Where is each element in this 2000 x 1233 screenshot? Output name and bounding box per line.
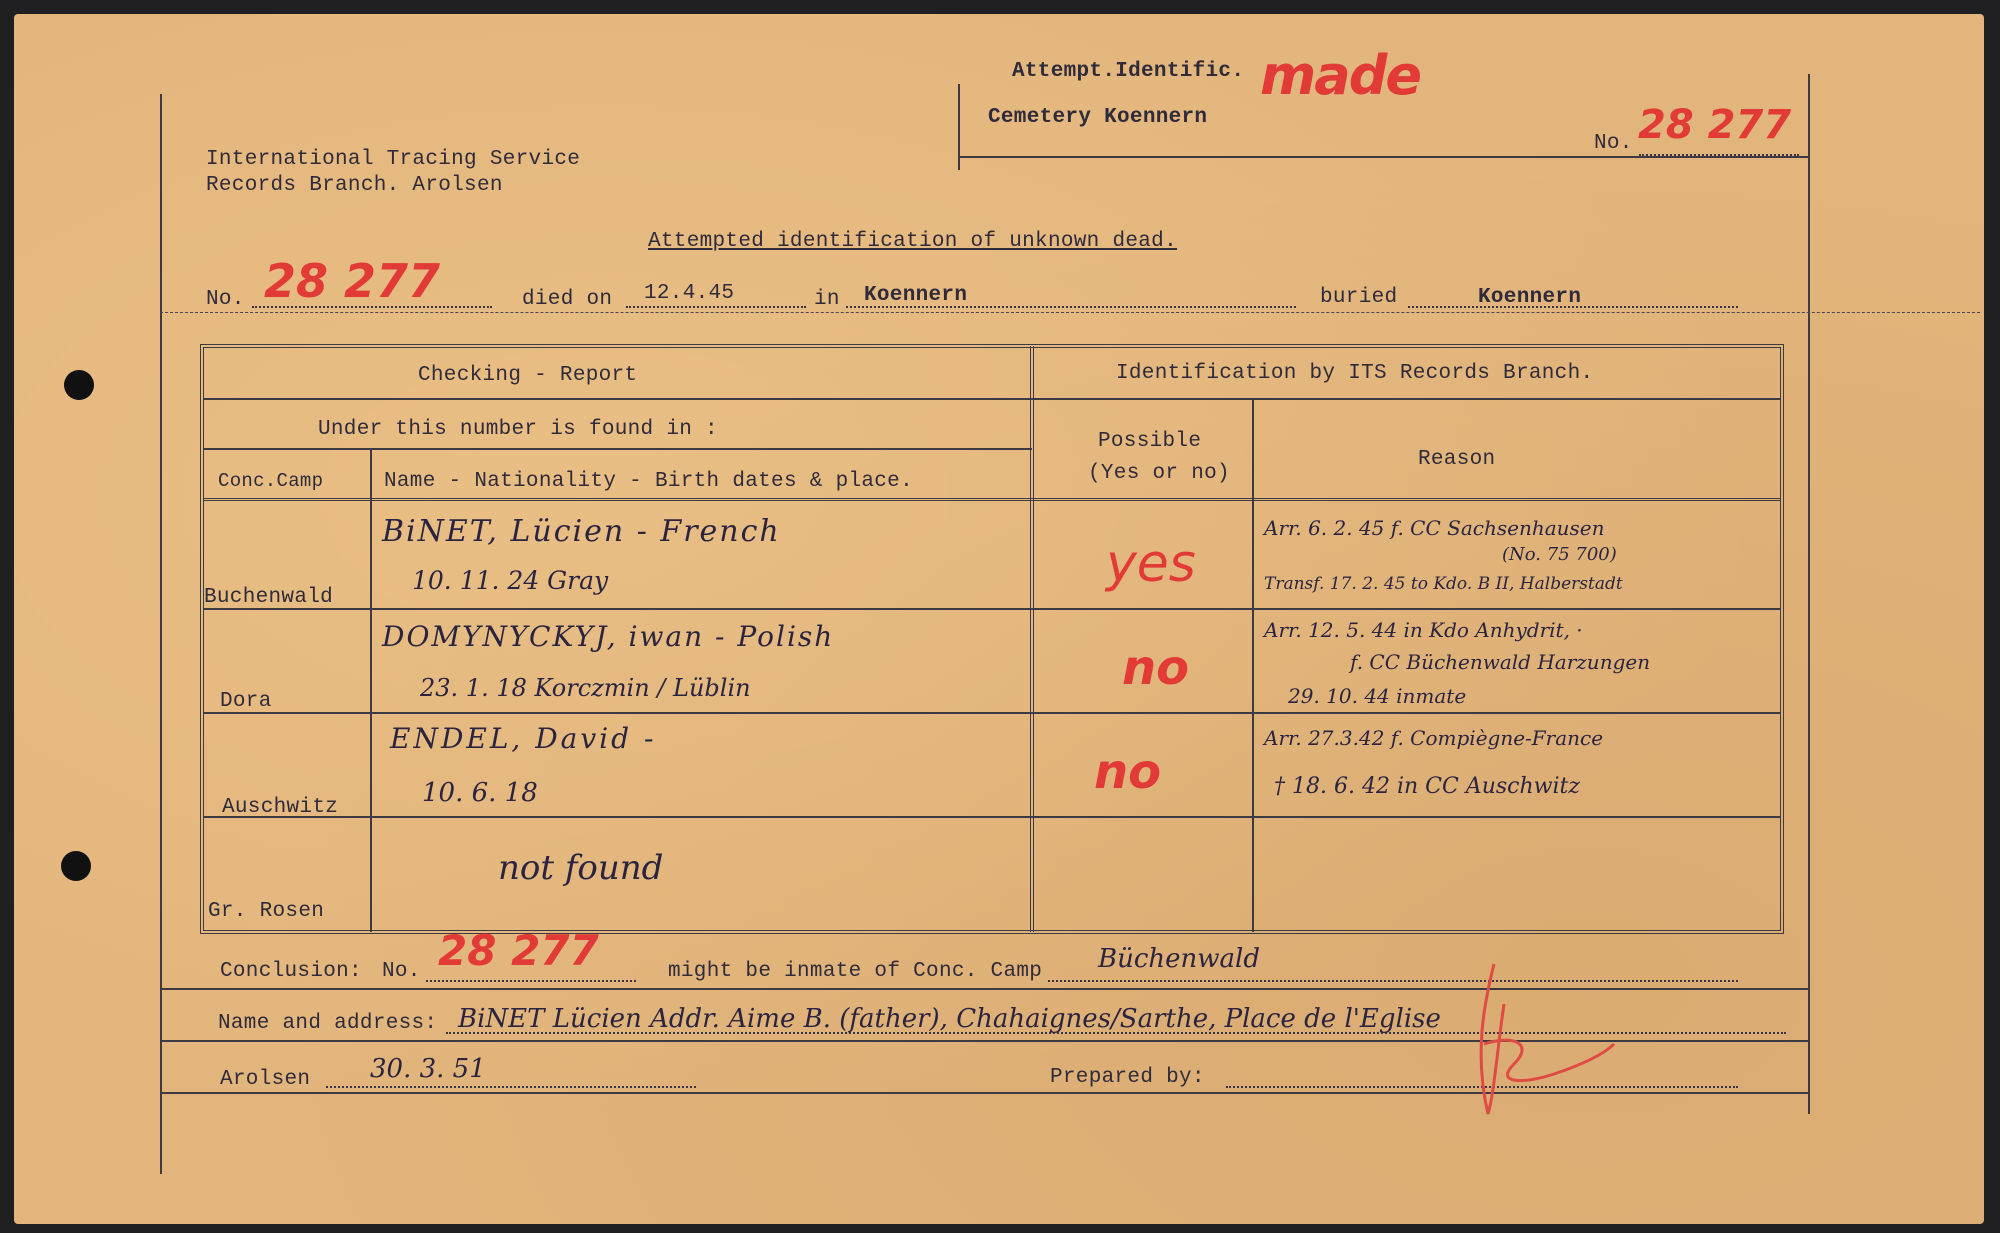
org-line-2: Records Branch. Arolsen [206,174,503,197]
col-reason-header: Reason [1418,448,1496,471]
left-header: Checking - Report [418,364,638,387]
org-line-1: International Tracing Service [206,148,581,171]
row2-name-line2: 23. 1. 18 Korczmin / Lüblin [420,674,751,702]
row1-reason-line2: (No. 75 700) [1502,544,1617,565]
conclusion-no-value: 28 277 [438,926,599,975]
cemetery-box-bottom [958,156,1810,158]
row3-reason-line2: † 18. 6. 42 in CC Auschwitz [1274,774,1580,799]
row-line-3 [204,816,1780,818]
buried-label: buried [1320,286,1398,309]
name-address-label: Name and address: [218,1012,438,1035]
row4-camp: Gr. Rosen [208,900,325,923]
died-dots [626,306,806,308]
row-line-1 [204,608,1780,610]
col-possible-sub: (Yes or no) [1088,462,1230,485]
row1-name-line1: BiNET, Lücien - French [382,514,781,549]
attempt-label: Attempt.Identific. [1012,60,1245,83]
prepared-label: Prepared by: [1050,1066,1205,1089]
record-card [14,14,1984,1224]
conclusion-camp-value: Büchenwald [1098,944,1261,974]
found-line [204,448,1032,450]
row2-name-line1: DOMYNYCKYJ, iwan - Polish [382,620,835,653]
form-title: Attempted identification of unknown dead. [648,230,1177,253]
row3-name-line2: 10. 6. 18 [422,778,538,808]
row2-reason-line2: f. CC Büchenwald Harzungen [1350,650,1651,674]
row4-name-line1: not found [498,848,664,888]
punch-hole-top [64,370,94,400]
conclusion-camp-dots [1048,980,1738,982]
might-be-label: might be inmate of Conc. Camp [668,960,1043,983]
record-underline [160,312,1980,313]
conclusion-label: Conclusion: [220,960,362,983]
row1-camp: Buchenwald [204,586,334,609]
col-name-header: Name - Nationality - Birth dates & place. [384,470,913,493]
row2-reason-line3: 29. 10. 44 inmate [1288,684,1467,708]
row3-possible: no [1094,744,1162,800]
cemetery-label: Cemetery Koennern [988,106,1208,129]
top-no-dots [1639,154,1799,156]
camp-column-line [370,448,372,932]
table-divider-main [1030,346,1034,932]
record-no-value: 28 277 [264,254,441,308]
row2-camp: Dora [220,690,272,713]
conclusion-no-label: No. [382,960,421,983]
row2-reason-line1: Arr. 12. 5. 44 in Kdo Anhydrit, · [1264,618,1583,642]
in-value: Koennern [864,284,968,307]
columns-header-line [204,498,1780,501]
row1-possible: yes [1106,534,1196,594]
row-line-2 [204,712,1780,714]
right-margin-line [1808,74,1810,1114]
row2-possible: no [1122,640,1190,696]
record-no-label: No. [206,288,245,311]
row1-name-line2: 10. 11. 24 Gray [412,566,609,595]
buried-value: Koennern [1478,286,1582,309]
row3-name-line1: ENDEL, David - [390,722,657,755]
in-label: in [814,288,840,311]
table-header-line [204,398,1780,400]
arolsen-label: Arolsen [220,1068,311,1091]
right-header: Identification by ITS Records Branch. [1116,362,1594,385]
col-camp-header: Conc.Camp [218,470,324,492]
row3-camp: Auschwitz [222,796,339,819]
top-no-value: 28 277 [1638,102,1792,148]
found-label: Under this number is found in : [318,418,718,441]
row1-reason-line1: Arr. 6. 2. 45 f. CC Sachsenhausen [1264,516,1605,540]
punch-hole-bottom [61,851,91,881]
name-address-value: BiNET Lücien Addr. Aime B. (father), Chahaignes/Sarthe, Place de l'Eglise [458,1004,1441,1034]
died-label: died on [522,288,613,311]
left-margin-line [160,94,162,1174]
arolsen-dots [326,1086,696,1088]
col-possible-header: Possible [1098,430,1202,453]
possible-column-line [1252,400,1254,932]
arolsen-date: 30. 3. 51 [370,1054,486,1084]
attempt-value: made [1260,44,1420,107]
red-initials-signature [1454,944,1634,1134]
conclusion-no-dots [426,980,636,982]
row1-reason-line3: Transf. 17. 2. 45 to Kdo. B II, Halberstadt [1264,574,1623,594]
top-no-label: No. [1594,132,1633,155]
died-value: 12.4.45 [644,282,735,305]
row3-reason-line1: Arr. 27.3.42 f. Compiègne-France [1264,726,1604,750]
